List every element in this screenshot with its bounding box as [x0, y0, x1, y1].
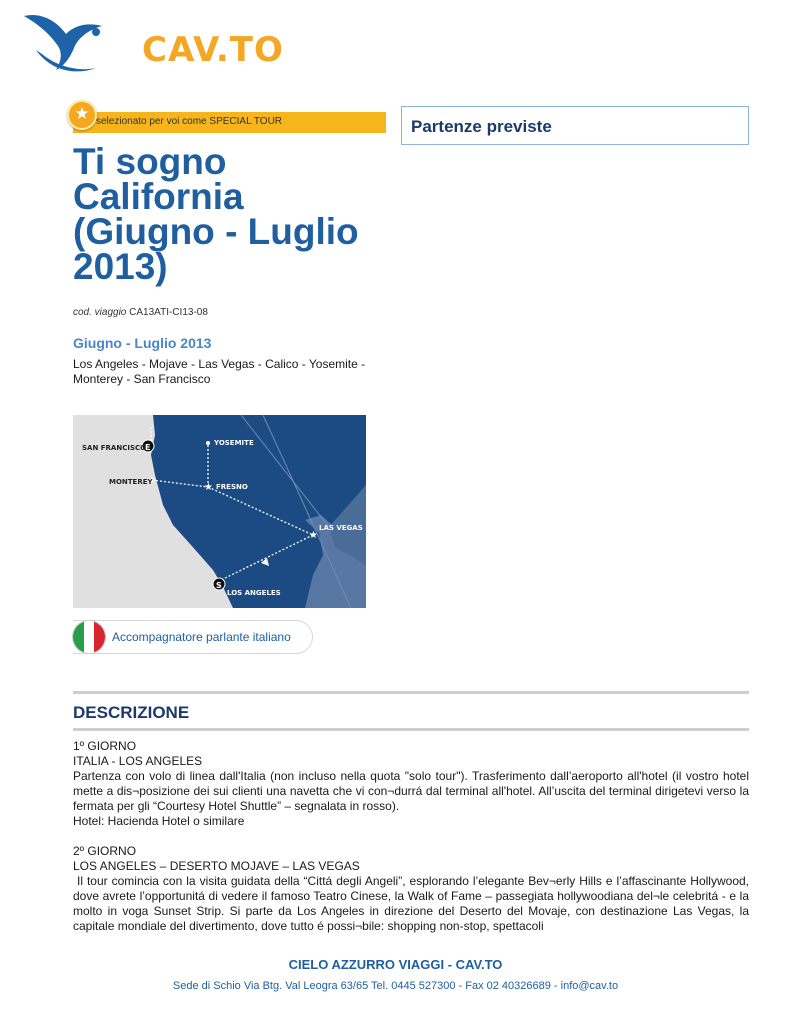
italian-flag-icon [73, 621, 105, 653]
map-label-san-francisco: SAN FRANCISCO [82, 444, 147, 452]
footer-company: CIELO AZZURRO VIAGGI - CAV.TO [288, 957, 503, 972]
map-label-yosemite: YOSEMITE [214, 439, 254, 447]
italian-guide-badge [73, 620, 313, 654]
description-body [73, 739, 753, 934]
day-1-number: 1º GIORNO [73, 739, 137, 753]
trip-route: Los Angeles - Mojave - Las Vegas - Calico - Yosemite - Monterey - San Francisco [73, 357, 366, 386]
logo-wordmark: CAV.TO [142, 30, 284, 70]
departures-title: Partenze previste [411, 117, 552, 136]
end-marker-label: E [145, 443, 151, 452]
trip-code-value: CA13ATI-CI13-08 [129, 307, 208, 318]
day-2-number: 2º GIORNO [73, 844, 137, 858]
start-marker-label: S [216, 581, 222, 590]
bird-logo-icon [22, 10, 112, 78]
svg-text:★: ★ [204, 482, 213, 493]
map-label-fresno: FRESNO [216, 483, 248, 491]
footer-address[interactable]: Sede di Schio Via Btg. Val Leogra 63/65 Tel. 0445 527300 - Fax 02 40326689 - info@cav.to [172, 980, 619, 992]
description-heading: DESCRIZIONE [73, 703, 190, 722]
route-map [73, 415, 366, 608]
map-label-las-vegas: LAS VEGAS [319, 524, 363, 532]
trip-period: Giugno - Luglio 2013 [73, 335, 212, 351]
day-1-hotel: Hotel: Hacienda Hotel o similare [73, 814, 245, 828]
departures-panel [401, 106, 749, 145]
star-icon: ★ [67, 100, 97, 130]
section-divider-top [73, 691, 749, 694]
day-1-text: Partenza con volo di linea dall'Italia (non incluso nella quota "solo tour"). Trasferimento dall’aeroporto all'hotel (il vostro hotel mette a dis¬posizione dei sui clienti una navetta che vi con¬durrá dal terminal all'hotel. All’uscita del terminal dirigetevi verso la fermata per gli “Courtesy Hotel Shuttle” – segnalata in rosso). [73, 769, 749, 813]
trip-code-label: cod. viaggio [73, 307, 127, 318]
day-1-title: ITALIA - LOS ANGELES [73, 754, 203, 768]
map-label-monterey: MONTEREY [109, 478, 153, 486]
day-2-title: LOS ANGELES – DESERTO MOJAVE – LAS VEGAS [73, 859, 360, 873]
italian-guide-label: Accompagnatore parlante italiano [112, 630, 291, 644]
cavto-logo[interactable] [22, 10, 284, 78]
day-2-text: Il tour comincia con la visita guidata della “Cittá degli Angeli”, esplorando l’elegante Bev¬erly Hills e l’affascinante Hollywood, dove avrete l’opportunitá di vedere il famoso Teatro Cinese, la Walk of Fame – passegiata hollywoodiana del¬le celebritá - e la molto in voga Sunset Strip. Si parte da Los Angeles in direzione del Deserto del Movaje, con destinazione Las Vegas, la capitale mondiale del divertimento, dove tutto é possi¬bile: shopping non-stop, spettacoli [73, 874, 753, 933]
trip-title: Ti sogno California (Giugno - Luglio 2013) [73, 141, 359, 287]
trip-code [73, 307, 208, 318]
special-tour-label: selezionato per voi come SPECIAL TOUR [96, 116, 283, 127]
section-divider-bottom [73, 728, 749, 731]
svg-text:★: ★ [309, 530, 318, 541]
special-tour-banner [73, 112, 386, 133]
map-label-los-angeles: LOS ANGELES [227, 589, 281, 597]
